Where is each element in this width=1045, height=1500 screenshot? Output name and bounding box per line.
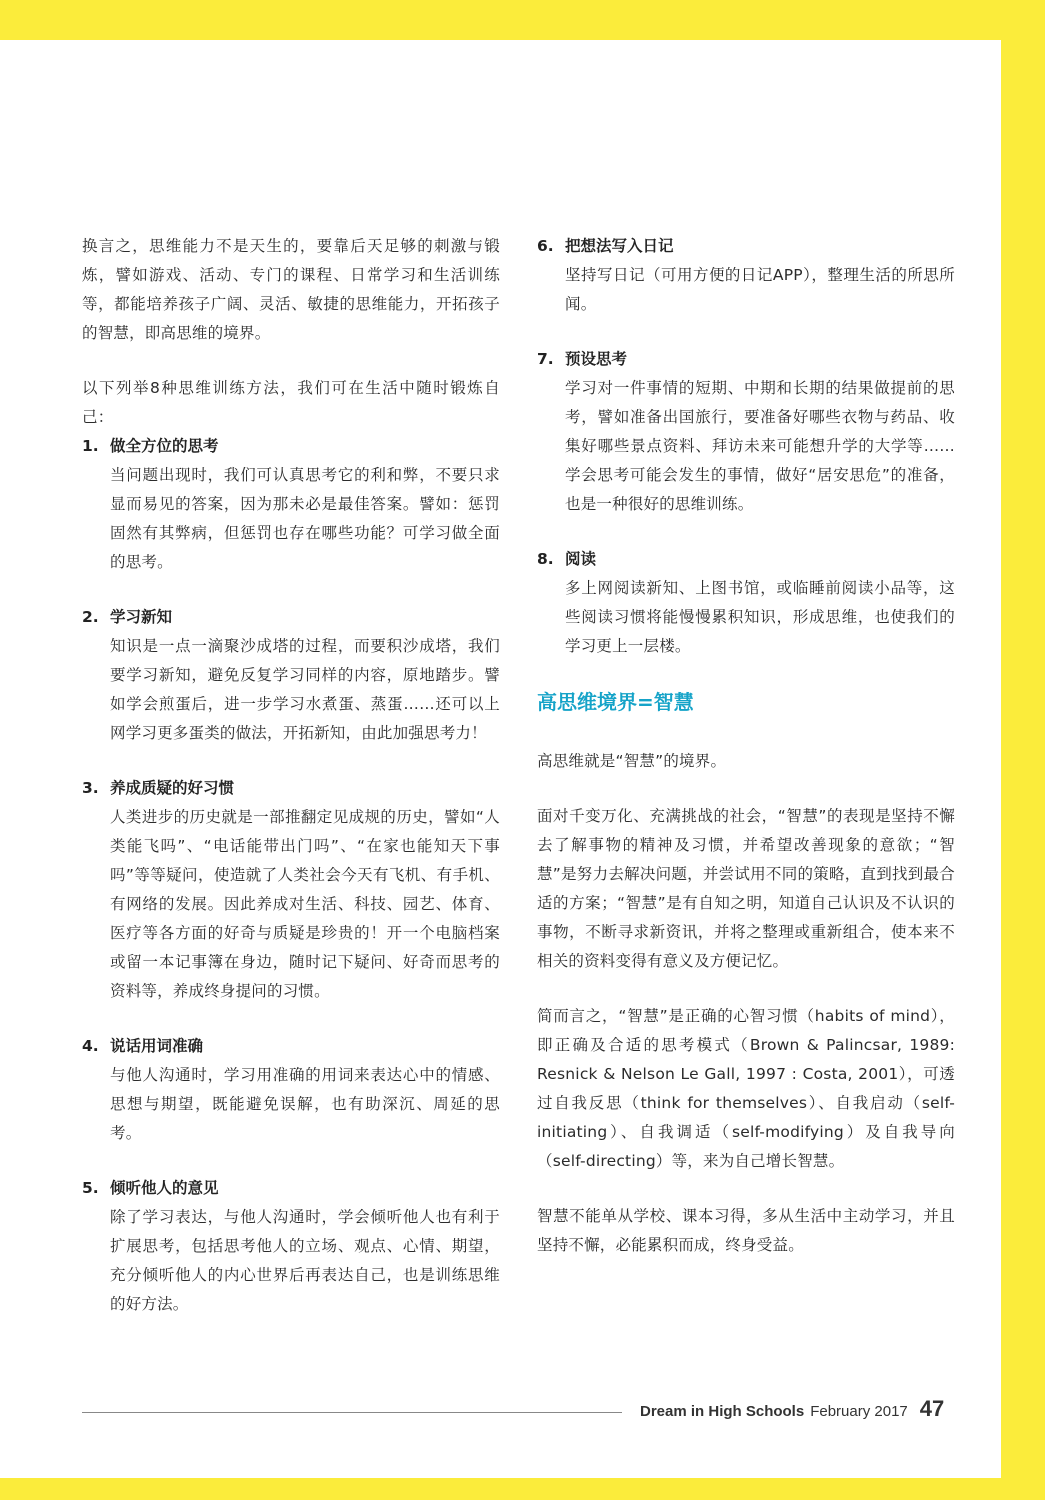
method-heading xyxy=(82,432,500,461)
method-heading xyxy=(82,603,500,632)
method-item xyxy=(82,432,500,577)
magazine-brand: Dream in High Schools xyxy=(640,1403,805,1420)
method-title: 学习新知 xyxy=(110,608,173,626)
method-heading xyxy=(82,1032,500,1061)
method-number: 6. xyxy=(537,237,554,255)
method-heading xyxy=(537,345,955,374)
methods-lead-paragraph: 以下列举8种思维训练方法，我们可在生活中随时锻炼自己： xyxy=(82,379,500,426)
method-title: 把想法写入日记 xyxy=(565,237,674,255)
method-number: 1. xyxy=(82,437,99,455)
footer-rule xyxy=(82,1412,622,1413)
method-body: 除了学习表达，与他人沟通时，学会倾听他人也有利于扩展思考，包括思考他人的立场、观点、心情、期望，充分倾听他人的内心世界后再表达自己，也是训练思维的好方法。 xyxy=(110,1208,500,1313)
yellow-border-bottom xyxy=(0,1478,1045,1500)
method-item xyxy=(537,545,955,661)
method-title: 阅读 xyxy=(565,550,597,568)
method-title: 做全方位的思考 xyxy=(110,437,219,455)
page-number: 47 xyxy=(919,1396,945,1421)
method-heading xyxy=(537,232,955,261)
method-body: 多上网阅读新知、上图书馆，或临睡前阅读小品等，这些阅读习惯将能慢慢累积知识，形成思维，也使我们的学习更上一层楼。 xyxy=(565,579,955,655)
method-number: 8. xyxy=(537,550,554,568)
wisdom-section-title: 高思维境界=智慧 xyxy=(537,690,694,714)
wisdom-paragraph: 智慧不能单从学校、课本习得，多从生活中主动学习，并且坚持不懈，必能累积而成，终身受益。 xyxy=(537,1207,955,1254)
intro-paragraph: 换言之，思维能力不是天生的，要靠后天足够的刺激与锻炼，譬如游戏、活动、专门的课程、日常学习和生活训练等，都能培养孩子广阔、灵活、敏捷的思维能力，开拓孩子的智慧，即高思维的境界。 xyxy=(82,237,500,342)
method-item xyxy=(82,774,500,1006)
method-title: 说话用词准确 xyxy=(110,1037,204,1055)
method-body: 人类进步的历史就是一部推翻定见成规的历史，譬如“人类能飞吗”、“电话能带出门吗”、“在家也能知天下事吗”等等疑问，使造就了人类社会今天有飞机、有手机、有网络的发展。因此养成对生活、科技、园艺、体育、医疗等各方面的好奇与质疑是珍贵的！开一个电脑档案或留一本记事簿在身边，随时记下疑问、好奇而思考的资料等，养成终身提问的习惯。 xyxy=(110,808,500,1000)
method-heading xyxy=(82,774,500,803)
method-title: 养成质疑的好习惯 xyxy=(110,779,235,797)
method-title: 倾听他人的意见 xyxy=(110,1179,219,1197)
right-column xyxy=(537,232,955,1286)
wisdom-paragraph: 简而言之，“智慧”是正确的心智习惯（habits of mind），即正确及合适的思考模式（Brown & Palincsar, 1989: Resnick & Nelson Le Gall, 1997 : Costa, 2001），可透过自我反思（think for themselves）、自我启动（self-initiating）、自我调适（self-modifying）及自我导向（self-directing）等，来为自己增长智慧。 xyxy=(537,1007,955,1170)
method-item xyxy=(82,603,500,748)
method-number: 4. xyxy=(82,1037,99,1055)
left-column xyxy=(82,232,500,1345)
wisdom-paragraph: 面对千变万化、充满挑战的社会，“智慧”的表现是坚持不懈去了解事物的精神及习惯，并希望改善现象的意欲；“智慧”是努力去解决问题，并尝试用不同的策略，直到找到最合适的方案；“智慧”是有自知之明，知道自己认识及不认识的事物，不断寻求新资讯，并将之整理或重新组合，使本来不相关的资料变得有意义及方便记忆。 xyxy=(537,807,955,970)
method-body: 与他人沟通时，学习用准确的用词来表达心中的情感、思想与期望，既能避免误解，也有助深沉、周延的思考。 xyxy=(110,1066,500,1142)
method-body: 知识是一点一滴聚沙成塔的过程，而要积沙成塔，我们要学习新知，避免反复学习同样的内容，原地踏步。譬如学会煎蛋后，进一步学习水煮蛋、蒸蛋……还可以上网学习更多蛋类的做法，开拓新知，由此加强思考力！ xyxy=(110,637,500,742)
method-item xyxy=(537,232,955,319)
method-number: 5. xyxy=(82,1179,99,1197)
method-body: 当问题出现时，我们可认真思考它的利和弊，不要只求显而易见的答案，因为那未必是最佳答案。譬如：惩罚固然有其弊病，但惩罚也存在哪些功能？可学习做全面的思考。 xyxy=(110,466,500,571)
method-heading xyxy=(537,545,955,574)
yellow-border-right xyxy=(1001,0,1045,1500)
method-title: 预设思考 xyxy=(565,350,628,368)
method-body: 坚持写日记（可用方便的日记APP），整理生活的所思所闻。 xyxy=(565,266,955,313)
wisdom-paragraph: 高思维就是“智慧”的境界。 xyxy=(537,752,727,770)
page-footer xyxy=(640,1396,950,1426)
method-heading xyxy=(82,1174,500,1203)
issue-date: February 2017 xyxy=(810,1403,908,1420)
method-number: 3. xyxy=(82,779,99,797)
method-item xyxy=(537,345,955,519)
method-body: 学习对一件事情的短期、中期和长期的结果做提前的思考，譬如准备出国旅行，要准备好哪些衣物与药品、收集好哪些景点资料、拜访未来可能想升学的大学等……学会思考可能会发生的事情，做好“居安思危”的准备，也是一种很好的思维训练。 xyxy=(565,379,955,513)
method-item xyxy=(82,1174,500,1319)
yellow-border-top xyxy=(0,0,1045,40)
method-number: 2. xyxy=(82,608,99,626)
method-item xyxy=(82,1032,500,1148)
method-number: 7. xyxy=(537,350,554,368)
